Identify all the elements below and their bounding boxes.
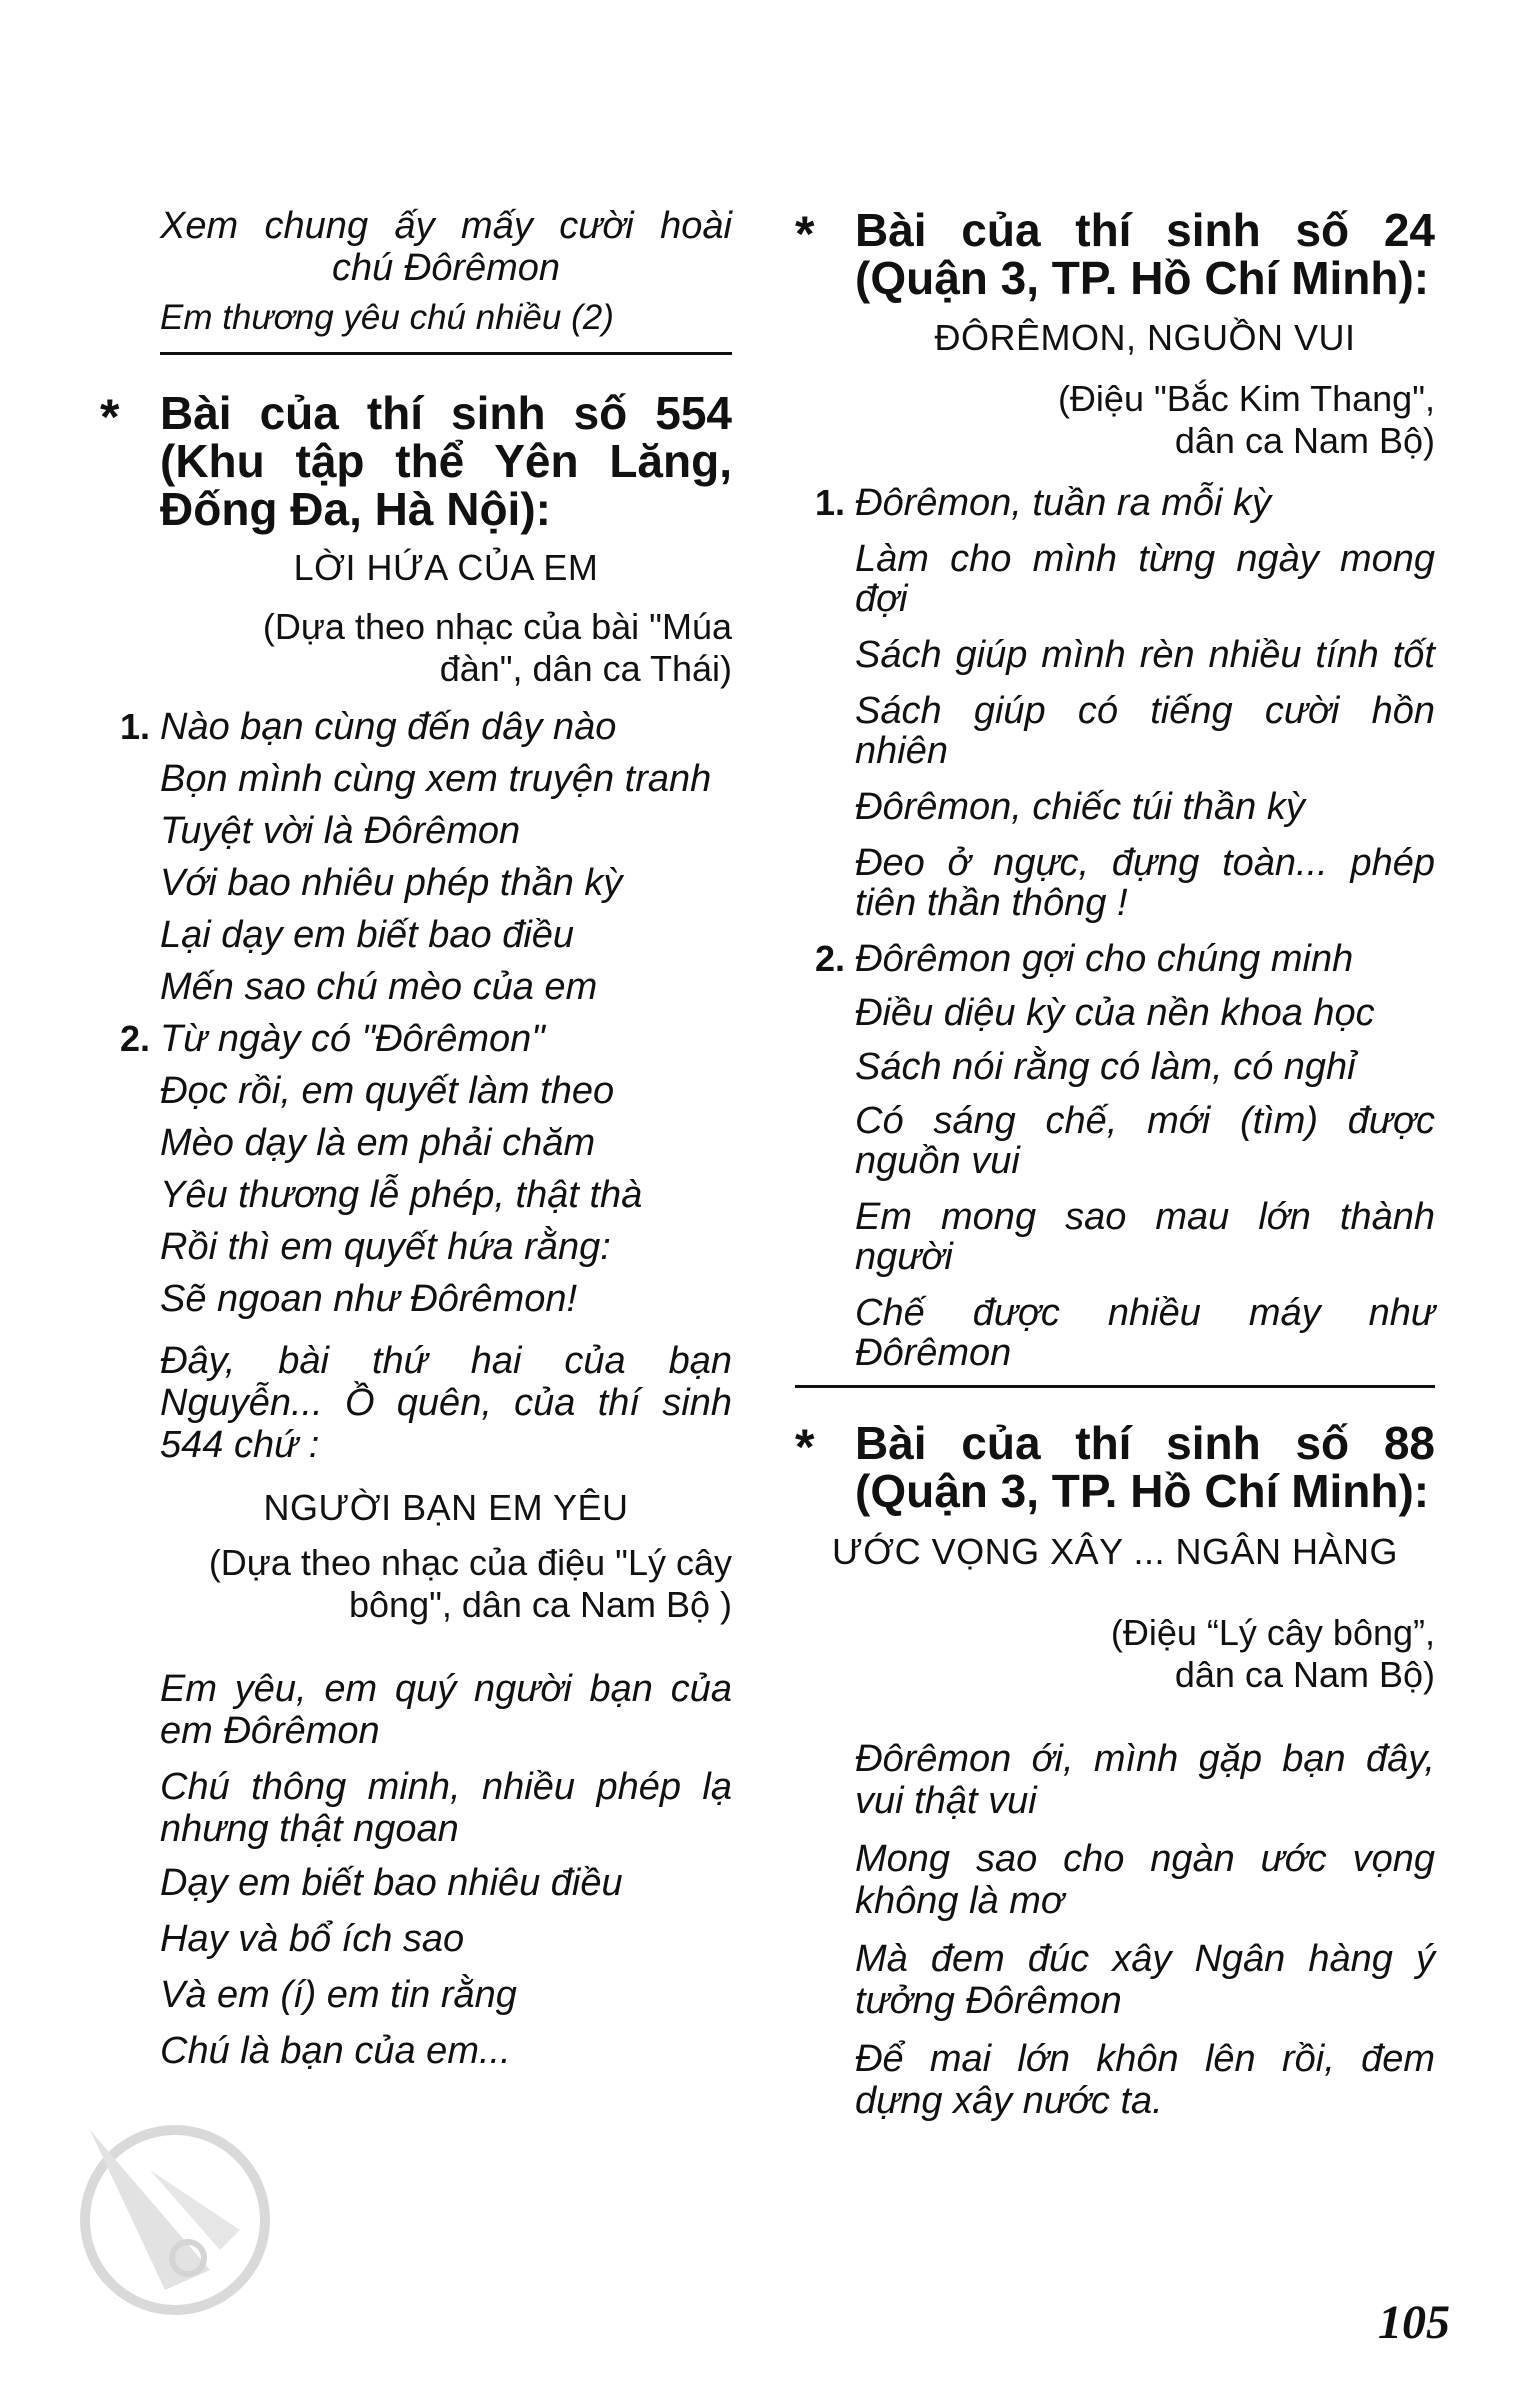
verse-line: Mến sao chú mèo của em — [160, 966, 598, 1008]
header-line: (Quận 3, TP. Hồ Chí Minh): — [855, 1465, 1430, 1517]
song-title: ƯỚC VỌNG XÂY ... NGÂN HÀNG — [831, 1531, 1399, 1572]
header-line: (Khu tập thể Yên Lăng, — [160, 435, 732, 487]
header-line: (Quận 3, TP. Hồ Chí Minh): — [855, 252, 1430, 304]
verse-line: Dạy em biết bao nhiêu điều — [160, 1862, 623, 1904]
verse-line: Sách giúp mình rèn nhiều tính tốt — [855, 634, 1435, 676]
verse-line: Để mai lớn khôn lên rồi, đem — [855, 2038, 1435, 2080]
tune-line: bông", dân ca Nam Bộ ) — [349, 1584, 732, 1625]
header-line: Bài của thí sinh số 88 — [855, 1417, 1435, 1469]
verse-line: Đọc rồi, em quyết làm theo — [160, 1070, 615, 1112]
verse-line: Đôrêmon — [855, 1332, 1012, 1374]
transition-line: Đây, bài thứ hai của bạn — [160, 1340, 732, 1382]
verse-line: Mong sao cho ngàn ước vọng — [855, 1838, 1435, 1880]
verse-number: 2. — [814, 938, 845, 979]
verse-line: không là mơ — [855, 1880, 1064, 1922]
tune-line: (Điệu "Bắc Kim Thang", — [1057, 378, 1435, 419]
song-title: LỜI HỨA CỦA EM — [293, 547, 599, 588]
header-line: Đống Đa, Hà Nội): — [160, 483, 551, 535]
entry-header — [795, 205, 1435, 315]
verse-line: Yêu thương lễ phép, thật thà — [160, 1174, 643, 1216]
verse-line: Từ ngày có "Đôrêmon" — [160, 1018, 545, 1060]
section-divider — [160, 352, 732, 355]
verse-line: tiên thần thông ! — [855, 882, 1128, 924]
verse-line: Sẽ ngoan như Đôrêmon! — [160, 1278, 578, 1320]
verse-line: người — [855, 1236, 953, 1278]
page-number: 105 — [1378, 2296, 1450, 2349]
verse-line: Hay và bổ ích sao — [160, 1918, 465, 1960]
verse-line: Đeo ở ngực, đựng toàn... phép — [855, 842, 1435, 884]
verse-line: Lại dạy em biết bao điều — [160, 914, 575, 956]
star-bullet: * — [795, 1419, 815, 1475]
intro-line: chú Đôrêmon — [331, 247, 561, 289]
entry-header — [795, 1418, 1435, 1528]
star-bullet: * — [795, 206, 815, 262]
verse-line: Em yêu, em quý người bạn của — [160, 1668, 732, 1710]
verse-line: Mà đem đúc xây Ngân hàng ý — [855, 1938, 1435, 1980]
song-title: ĐÔRÊMON, NGUỒN VUI — [934, 317, 1356, 358]
verse-line: Sách nói rằng có làm, có nghỉ — [855, 1046, 1356, 1088]
verse-line: em Đôrêmon — [160, 1710, 380, 1752]
verse-line: Làm cho mình từng ngày mong — [855, 538, 1435, 580]
verse-line: Chú là bạn của em... — [160, 2030, 511, 2072]
transition-line: 544 chứ : — [160, 1424, 320, 1466]
verse-line: vui thật vui — [855, 1780, 1037, 1822]
verse-line: Đôrêmon gợi cho chúng minh — [855, 938, 1354, 980]
song-title: NGƯỜI BẠN EM YÊU — [263, 1487, 629, 1528]
tune-line: dân ca Nam Bộ) — [1174, 420, 1435, 461]
tune-line: (Điệu “Lý cây bông”, — [1110, 1612, 1435, 1653]
entry-header — [100, 388, 732, 548]
header-line: Bài của thí sinh số 554 — [160, 387, 732, 439]
header-line: Bài của thí sinh số 24 — [855, 204, 1435, 256]
verse-line: Em mong sao mau lớn thành — [855, 1196, 1435, 1238]
verse-number: 2. — [119, 1018, 150, 1059]
verse-line: Và em (í) em tin rằng — [160, 1974, 517, 2016]
verse-line: Chú thông minh, nhiều phép lạ — [160, 1766, 732, 1808]
star-bullet: * — [100, 389, 120, 445]
verse-line: Rồi thì em quyết hứa rằng: — [160, 1226, 611, 1268]
section-divider — [795, 1385, 1435, 1388]
transition-line: Nguyễn... Ồ quên, của thí sinh — [160, 1382, 732, 1424]
verse-line: đợi — [855, 578, 908, 620]
tune-line: dân ca Nam Bộ) — [1174, 1654, 1435, 1695]
verse-line: nguồn vui — [855, 1140, 1020, 1182]
verse-line: Chế được nhiều máy như — [855, 1292, 1435, 1334]
intro-line: Xem chung ấy mấy cười hoài — [160, 205, 732, 247]
verse-number: 1. — [119, 706, 150, 747]
verse-line: Bọn mình cùng xem truyện tranh — [160, 758, 712, 800]
verse-line: Đôrêmon, tuần ra mỗi kỳ — [855, 482, 1272, 524]
verse-line: dựng xây nước ta. — [855, 2080, 1163, 2122]
verse-line: Có sáng chế, mới (tìm) được — [855, 1100, 1435, 1142]
verse-line: nhiên — [855, 730, 948, 772]
publisher-logo-icon — [70, 2110, 280, 2320]
verse-line: Mèo dạy là em phải chăm — [160, 1122, 596, 1164]
verse-line: nhưng thật ngoan — [160, 1808, 459, 1850]
tune-line: đàn", dân ca Thái) — [439, 648, 732, 689]
tune-line: (Dựa theo nhạc của điệu "Lý cây — [208, 1542, 732, 1583]
verse-line: Điều diệu kỳ của nền khoa học — [855, 992, 1375, 1034]
tune-line: (Dựa theo nhạc của bài "Múa — [262, 606, 732, 647]
verse-line: Với bao nhiêu phép thần kỳ — [160, 862, 623, 904]
verse-line: Sách giúp có tiếng cười hồn — [855, 690, 1435, 732]
verse-number: 1. — [814, 482, 845, 523]
intro-line: Em thương yêu chú nhiều (2) — [160, 298, 614, 337]
verse-line: Nào bạn cùng đến dây nào — [160, 706, 617, 748]
verse-line: Đôrêmon, chiếc túi thần kỳ — [855, 786, 1305, 828]
verse-line: Đôrêmon ới, mình gặp bạn đây, — [855, 1738, 1435, 1780]
verse-line: tưởng Đôrêmon — [855, 1980, 1122, 2022]
verse-line: Tuyệt vời là Đôrêmon — [160, 810, 521, 852]
